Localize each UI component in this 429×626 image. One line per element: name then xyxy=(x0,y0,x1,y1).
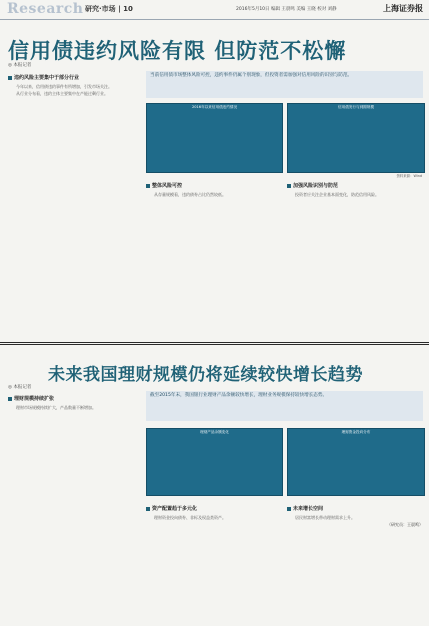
section-divider xyxy=(0,344,429,345)
section-divider xyxy=(0,342,429,343)
section-marker-icon xyxy=(8,76,12,80)
section-marker-icon xyxy=(8,397,12,401)
section-marker-icon xyxy=(287,184,291,188)
article1-byline: ◎ 本报记者 xyxy=(8,63,32,68)
masthead-section: 研究·市场 | 10 xyxy=(85,5,133,13)
article1-subhead-3: 加强风险识别与防范 xyxy=(287,182,423,189)
article2-col1 xyxy=(8,393,141,623)
article2-paragraph: 理财资金投向债券、非标及权益类资产。 xyxy=(154,515,226,520)
masthead-logo: Research xyxy=(7,1,84,17)
chart-title: 信用债发行与到期规模 xyxy=(338,105,374,109)
masthead-date: 2016年5月10日 编辑 王晨鸣 美编 王晓 校对 刘静 xyxy=(236,7,337,12)
article2-chart-2 xyxy=(287,428,425,496)
article2-col3 xyxy=(287,503,423,623)
article2-signature: （研究员：王晨鸣） xyxy=(387,522,423,528)
article1-col1 xyxy=(8,72,141,337)
article2-paragraph: 居民财富增长带动理财需求上升。 xyxy=(295,515,355,520)
section-marker-icon xyxy=(287,507,291,511)
article1-subhead-1: 违约风险主要集中于部分行业 xyxy=(8,74,141,81)
article1-chart-2 xyxy=(287,103,425,178)
chart-caption: 资料来源：Wind xyxy=(396,174,422,178)
article1-chart-1 xyxy=(146,103,283,173)
article1-paragraph: 今年以来，信用债违约事件有所增加，引发市场关注。 xyxy=(16,84,112,89)
masthead xyxy=(0,0,429,20)
article2-lead: 截至2015年末，我国银行业理财产品余额较快增长，理财业务规模保持较快增长态势。 xyxy=(150,393,328,398)
article2-col2 xyxy=(146,503,281,623)
article2-subhead-3: 未来增长空间 xyxy=(287,505,423,512)
article1-headline: 信用债违约风险有限 但防范不松懈 xyxy=(8,38,347,63)
article2-lead-box xyxy=(146,391,423,421)
chart-title: 理财资金投向分布 xyxy=(341,430,371,434)
article1-lead-box xyxy=(146,71,423,98)
article2-paragraph: 理财市场规模持续扩大，产品数量不断增加。 xyxy=(16,405,96,410)
chart-title: 2016年以来信用债违约情况 xyxy=(191,105,238,109)
article2-byline: ◎ 本报记者 xyxy=(8,385,32,390)
article2-subhead-2: 资产配置趋于多元化 xyxy=(146,505,281,512)
section-marker-icon xyxy=(146,184,150,188)
section-marker-icon xyxy=(146,507,150,511)
article1-subhead-2: 整体风险可控 xyxy=(146,182,281,189)
article2-subhead-1: 理财规模持续扩张 xyxy=(8,395,141,402)
article1-paragraph: 从存量规模看，违约债券占比仍然较低。 xyxy=(154,192,226,197)
chart-title: 理财产品余额变化 xyxy=(200,430,229,434)
article1-col2 xyxy=(146,180,281,337)
article2-headline: 未来我国理财规模仍将延续较快增长趋势 xyxy=(48,365,363,385)
article1-paragraph: 从行业分布看，违约主体主要集中在产能过剩行业。 xyxy=(16,91,108,97)
masthead-paper: 上海证券报 xyxy=(383,3,423,13)
article1-paragraph: 投资者应关注企业基本面变化，防范信用风险。 xyxy=(295,192,379,197)
article1-lead: 当前信用债市场整体风险可控，违约事件仍属个别现象，但投资者需加强对信用风险的识别与防范。 xyxy=(150,73,353,78)
article1-col3 xyxy=(287,180,423,337)
article2-chart-1 xyxy=(146,428,283,496)
